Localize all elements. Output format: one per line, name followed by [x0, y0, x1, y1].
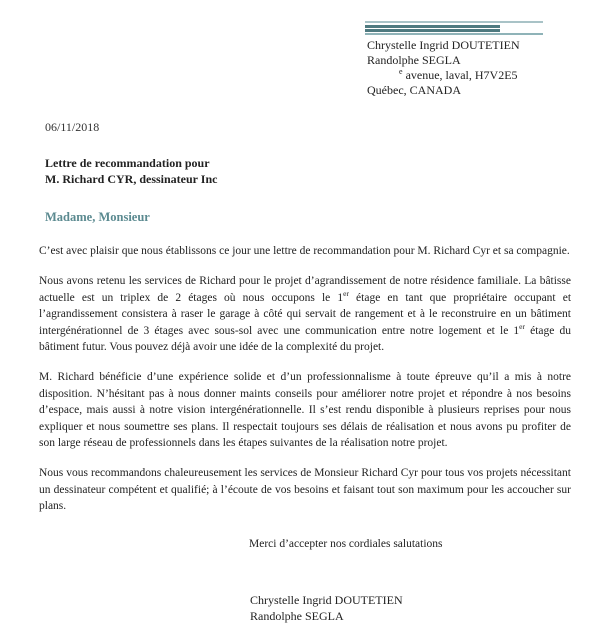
- paragraph-recommendation: Nous vous recommandons chaleureusement les services de Monsieur Richard Cyr pour tous vos projets nécessitant un dessinateur compétent et qualifié; à l’écoute de vos besoins et faisant tout son maximum pour les accoucher sur plans.: [39, 467, 571, 513]
- paragraph-intro: C’est avec plaisir que nous établissons ce jour une lettre de recommandation pour M. Richard Cyr et sa compagnie.: [39, 245, 570, 257]
- salutation: Madame, Monsieur: [45, 210, 150, 224]
- sender-address: [367, 68, 565, 83]
- letter-subject: [45, 155, 611, 187]
- subject-line-2: M. Richard CYR, dessinateur Inc: [45, 172, 218, 186]
- p2-sup-1: er: [343, 288, 349, 298]
- paragraph-project: [39, 273, 571, 355]
- letter-date: 06/11/2018: [45, 120, 100, 134]
- signature-name-1: Chrystelle Ingrid DOUTETIEN: [250, 592, 403, 607]
- p2-text-b: étage en tant que propriétaire occupant et l’agrandissement consistera à raser le garage à côté qui servait de rangement et à le reconstruire en un bâtiment intergénérationnel de 3 étages avec sous-sol avec une communication entre notre logement et le 1: [39, 291, 572, 337]
- p2-text-a: Nous avons retenu les services de Richard pour le projet d’agrandissement de notre résidence familiale. La bâtisse actuelle est un triplex de 2 étages où nous occupons le 1: [39, 275, 571, 304]
- rule-line: [365, 29, 500, 32]
- sender-city: Québec, CANADA: [367, 83, 461, 97]
- subject-line-1: Lettre de recommandation pour: [45, 156, 210, 170]
- sender-address-text: avenue, laval, H7V2E5: [402, 68, 518, 82]
- rule-line: [365, 25, 500, 28]
- letter-header: [365, 20, 565, 98]
- sender-block: [367, 38, 565, 98]
- p2-text-c: étage du bâtiment futur. Vous pouvez déjà avoir une idée de la complexité du projet.: [39, 324, 571, 354]
- rule-line: [365, 21, 543, 23]
- sender-name-1: Chrystelle Ingrid DOUTETIEN: [367, 38, 520, 52]
- signature-name-2: Randolphe SEGLA: [250, 608, 344, 623]
- rule-line: [365, 33, 543, 35]
- closing-line: Merci d’accepter nos cordiales salutations: [249, 537, 443, 550]
- header-decorative-rules: [365, 20, 545, 35]
- sender-address-sup: e: [399, 67, 403, 76]
- signature-block: [250, 592, 611, 624]
- p2-sup-2: er: [519, 321, 525, 331]
- sender-name-2: Randolphe SEGLA: [367, 53, 461, 67]
- paragraph-experience: M. Richard bénéficie d’une expérience solide et d’un professionnalisme à toute épreuve qu’il a mis à notre disposition. N’hésitant pas à nous donner maints conseils pour améliorer notre projet et répondre à nos besoins d’espace, mais aussi à notre vision intergénérationnelle. Il s’est rendu disponible à plusieurs reprises pour nous expliquer et nous soumettre ses plans. Il respectait toujours ses délais de réalisation et nous avons pu profiter de son large réseau de professionnels dans les étapes suivantes de la réalisation notre projet.: [39, 371, 571, 450]
